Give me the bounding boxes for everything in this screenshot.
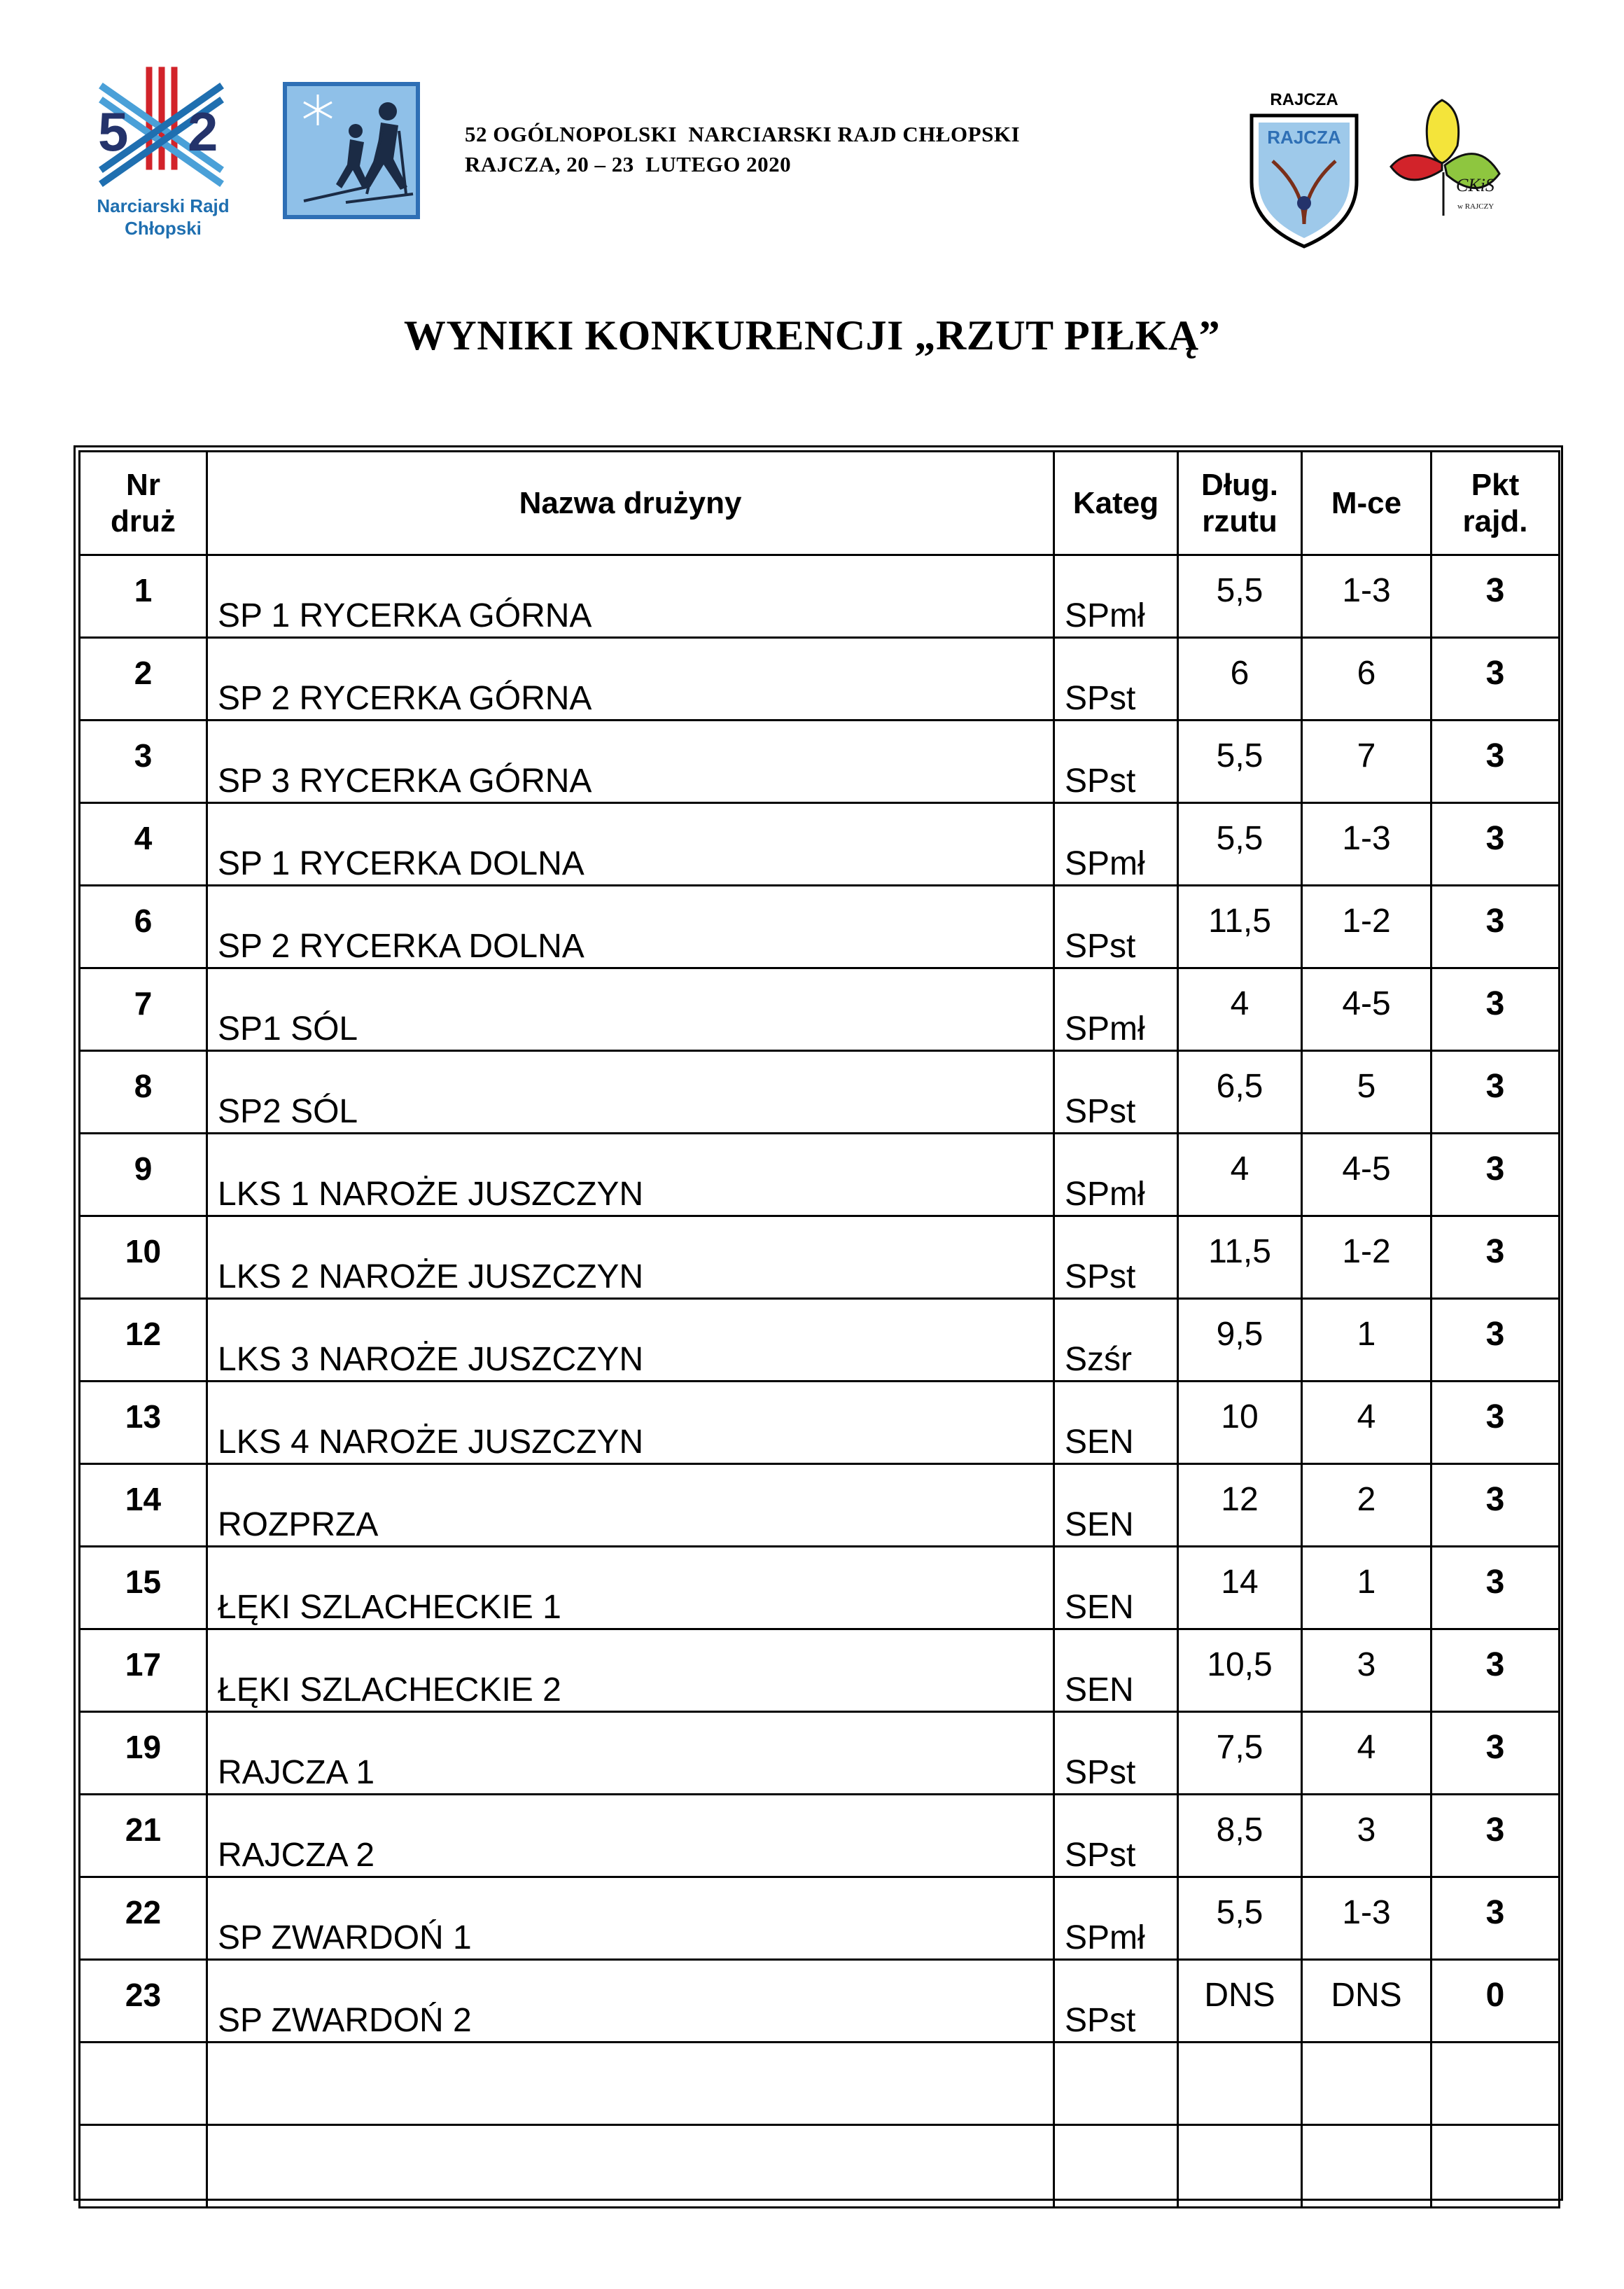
team-name-cell: LKS 4 NAROŻE JUSZCZYN	[207, 1382, 1054, 1464]
rally-points-cell: 3	[1432, 1299, 1560, 1382]
empty-table-row	[80, 2125, 1560, 2208]
skier-logo	[283, 82, 420, 219]
team-number-cell: 21	[80, 1795, 207, 1877]
team-number-cell: 1	[80, 555, 207, 638]
team-name-cell: ŁĘKI SZLACHECKIE 1	[207, 1547, 1054, 1629]
category-cell: SPmł	[1054, 1134, 1178, 1216]
rally-points-cell: 3	[1432, 1051, 1560, 1134]
category-cell: SPst	[1054, 638, 1178, 721]
category-cell: SPst	[1054, 886, 1178, 968]
table-row	[80, 721, 1560, 803]
rally-points-cell: 3	[1432, 803, 1560, 886]
empty-cell	[207, 2125, 1054, 2208]
empty-cell	[1302, 2125, 1432, 2208]
team-number-cell: 14	[80, 1464, 207, 1547]
rajcza-coat-of-arms	[1238, 84, 1371, 252]
rally-points-cell: 3	[1432, 1382, 1560, 1464]
team-number-cell: 17	[80, 1629, 207, 1712]
place-cell: 7	[1302, 721, 1432, 803]
team-name-cell: LKS 1 NAROŻE JUSZCZYN	[207, 1134, 1054, 1216]
throw-length-cell: 12	[1178, 1464, 1302, 1547]
header-throw-length-line-2: rzutu	[1202, 503, 1278, 538]
empty-cell	[207, 2043, 1054, 2125]
rally-points-cell: 3	[1432, 886, 1560, 968]
event-header-line-2: RAJCZA, 20 – 23 LUTEGO 2020	[465, 152, 792, 176]
rally-number-5: 5	[98, 101, 129, 162]
table-row	[80, 1464, 1560, 1547]
header-nr-line-2: druż	[111, 503, 176, 538]
category-cell: SPst	[1054, 1216, 1178, 1299]
table-row	[80, 1795, 1560, 1877]
event-header-line-1: 52 OGÓLNOPOLSKI NARCIARSKI RAJD CHŁOPSKI	[465, 122, 1021, 146]
place-cell: 5	[1302, 1051, 1432, 1134]
team-name-cell: LKS 3 NAROŻE JUSZCZYN	[207, 1299, 1054, 1382]
rally-caption-2: Chłopski	[125, 218, 202, 239]
throw-length-cell: DNS	[1178, 1960, 1302, 2043]
rally-points-cell: 3	[1432, 968, 1560, 1051]
table-row	[80, 968, 1560, 1051]
team-name-cell: RAJCZA 1	[207, 1712, 1054, 1795]
category-cell: SPst	[1054, 1051, 1178, 1134]
table-row	[80, 1051, 1560, 1134]
rally-points-cell: 3	[1432, 1216, 1560, 1299]
table-row	[80, 638, 1560, 721]
team-name-cell: SP 2 RYCERKA DOLNA	[207, 886, 1054, 968]
place-cell: 2	[1302, 1464, 1432, 1547]
throw-length-cell: 9,5	[1178, 1299, 1302, 1382]
rally-points-cell: 3	[1432, 555, 1560, 638]
empty-cell	[1432, 2125, 1560, 2208]
throw-length-cell: 11,5	[1178, 886, 1302, 968]
rally-points-cell: 3	[1432, 721, 1560, 803]
team-name-cell: SP ZWARDOŃ 2	[207, 1960, 1054, 2043]
empty-cell	[1178, 2043, 1302, 2125]
empty-cell	[80, 2125, 207, 2208]
team-number-cell: 23	[80, 1960, 207, 2043]
rajcza-emblem-label: RAJCZA	[1270, 90, 1338, 109]
empty-cell	[1054, 2043, 1178, 2125]
document-title: WYNIKI KONKURENCJI „RZUT PIŁKĄ”	[403, 312, 1221, 359]
table-row	[80, 1299, 1560, 1382]
category-cell: SPmł	[1054, 803, 1178, 886]
place-cell: 4	[1302, 1712, 1432, 1795]
header-throw-length	[1178, 452, 1302, 555]
category-cell: SEN	[1054, 1464, 1178, 1547]
team-number-cell: 6	[80, 886, 207, 968]
place-cell: 1	[1302, 1299, 1432, 1382]
throw-length-cell: 6	[1178, 638, 1302, 721]
empty-cell	[1054, 2125, 1178, 2208]
team-number-cell: 4	[80, 803, 207, 886]
team-name-cell: SP 1 RYCERKA DOLNA	[207, 803, 1054, 886]
rally-52-logo	[83, 63, 244, 245]
team-number-cell: 8	[80, 1051, 207, 1134]
category-cell: SEN	[1054, 1547, 1178, 1629]
empty-cell	[80, 2043, 207, 2125]
table-row	[80, 1382, 1560, 1464]
category-cell: SEN	[1054, 1629, 1178, 1712]
table-row	[80, 1216, 1560, 1299]
throw-length-cell: 4	[1178, 1134, 1302, 1216]
ckis-subtext: w RAJCZY	[1457, 202, 1494, 211]
rally-points-cell: 3	[1432, 1464, 1560, 1547]
place-cell: 1-3	[1302, 1877, 1432, 1960]
header-rally-points	[1432, 452, 1560, 555]
rally-points-cell: 0	[1432, 1960, 1560, 2043]
table-row	[80, 1877, 1560, 1960]
rajcza-shield-text: RAJCZA	[1267, 127, 1341, 148]
team-number-cell: 15	[80, 1547, 207, 1629]
rally-points-cell: 3	[1432, 1795, 1560, 1877]
place-cell: 1-3	[1302, 803, 1432, 886]
rally-points-cell: 3	[1432, 638, 1560, 721]
rally-points-cell: 3	[1432, 1877, 1560, 1960]
header-nr-line-1: Nr	[126, 467, 160, 502]
rally-points-cell: 3	[1432, 1547, 1560, 1629]
throw-length-cell: 5,5	[1178, 803, 1302, 886]
throw-length-cell: 7,5	[1178, 1712, 1302, 1795]
throw-length-cell: 11,5	[1178, 1216, 1302, 1299]
throw-length-cell: 6,5	[1178, 1051, 1302, 1134]
team-name-cell: LKS 2 NAROŻE JUSZCZYN	[207, 1216, 1054, 1299]
throw-length-cell: 5,5	[1178, 555, 1302, 638]
team-name-cell: SP 1 RYCERKA GÓRNA	[207, 555, 1054, 638]
table-row	[80, 886, 1560, 968]
table-row	[80, 1547, 1560, 1629]
header-team-name: Nazwa drużyny	[207, 452, 1054, 555]
place-cell: DNS	[1302, 1960, 1432, 2043]
ckis-text: CKiS	[1456, 175, 1494, 195]
team-number-cell: 2	[80, 638, 207, 721]
team-number-cell: 13	[80, 1382, 207, 1464]
header-place: M-ce	[1302, 452, 1432, 555]
results-table	[78, 450, 1560, 2208]
throw-length-cell: 10	[1178, 1382, 1302, 1464]
category-cell: SPmł	[1054, 555, 1178, 638]
throw-length-cell: 5,5	[1178, 721, 1302, 803]
rally-points-cell: 3	[1432, 1712, 1560, 1795]
category-cell: Szśr	[1054, 1299, 1178, 1382]
team-name-cell: SP2 SÓL	[207, 1051, 1054, 1134]
rally-points-cell: 3	[1432, 1134, 1560, 1216]
empty-cell	[1432, 2043, 1560, 2125]
category-cell: SPmł	[1054, 1877, 1178, 1960]
place-cell: 6	[1302, 638, 1432, 721]
event-header	[465, 119, 1020, 179]
place-cell: 1	[1302, 1547, 1432, 1629]
header-throw-length-line-1: Dług.	[1201, 467, 1278, 502]
category-cell: SPst	[1054, 1960, 1178, 2043]
place-cell: 4-5	[1302, 1134, 1432, 1216]
header-rally-points-line-1: Pkt	[1471, 467, 1520, 502]
throw-length-cell: 10,5	[1178, 1629, 1302, 1712]
table-row	[80, 1960, 1560, 2043]
team-name-cell: SP ZWARDOŃ 1	[207, 1877, 1054, 1960]
place-cell: 3	[1302, 1795, 1432, 1877]
throw-length-cell: 5,5	[1178, 1877, 1302, 1960]
category-cell: SPst	[1054, 1712, 1178, 1795]
throw-length-cell: 4	[1178, 968, 1302, 1051]
results-table-frame	[74, 445, 1563, 2201]
place-cell: 4-5	[1302, 968, 1432, 1051]
category-cell: SEN	[1054, 1382, 1178, 1464]
category-cell: SPst	[1054, 1795, 1178, 1877]
throw-length-cell: 8,5	[1178, 1795, 1302, 1877]
rally-number-2: 2	[188, 101, 218, 162]
header-nr	[80, 452, 207, 555]
place-cell: 1-2	[1302, 1216, 1432, 1299]
team-number-cell: 22	[80, 1877, 207, 1960]
team-name-cell: ROZPRZA	[207, 1464, 1054, 1547]
place-cell: 1-3	[1302, 555, 1432, 638]
team-number-cell: 12	[80, 1299, 207, 1382]
place-cell: 4	[1302, 1382, 1432, 1464]
header-rally-points-line-2: rajd.	[1462, 503, 1528, 538]
table-row	[80, 1134, 1560, 1216]
team-number-cell: 3	[80, 721, 207, 803]
team-name-cell: SP 3 RYCERKA GÓRNA	[207, 721, 1054, 803]
table-row	[80, 1629, 1560, 1712]
table-row	[80, 1712, 1560, 1795]
empty-table-row	[80, 2043, 1560, 2125]
team-number-cell: 9	[80, 1134, 207, 1216]
ckis-logo	[1387, 97, 1513, 230]
team-number-cell: 19	[80, 1712, 207, 1795]
category-cell: SPmł	[1054, 968, 1178, 1051]
table-header-row	[80, 452, 1560, 555]
rally-caption-1: Narciarski Rajd	[97, 195, 230, 216]
empty-cell	[1178, 2125, 1302, 2208]
throw-length-cell: 14	[1178, 1547, 1302, 1629]
team-number-cell: 7	[80, 968, 207, 1051]
team-name-cell: RAJCZA 2	[207, 1795, 1054, 1877]
table-row	[80, 803, 1560, 886]
place-cell: 1-2	[1302, 886, 1432, 968]
team-name-cell: SP 2 RYCERKA GÓRNA	[207, 638, 1054, 721]
team-name-cell: ŁĘKI SZLACHECKIE 2	[207, 1629, 1054, 1712]
rally-points-cell: 3	[1432, 1629, 1560, 1712]
empty-cell	[1302, 2043, 1432, 2125]
category-cell: SPst	[1054, 721, 1178, 803]
team-name-cell: SP1 SÓL	[207, 968, 1054, 1051]
table-row	[80, 555, 1560, 638]
place-cell: 3	[1302, 1629, 1432, 1712]
team-number-cell: 10	[80, 1216, 207, 1299]
header-category: Kateg	[1054, 452, 1178, 555]
